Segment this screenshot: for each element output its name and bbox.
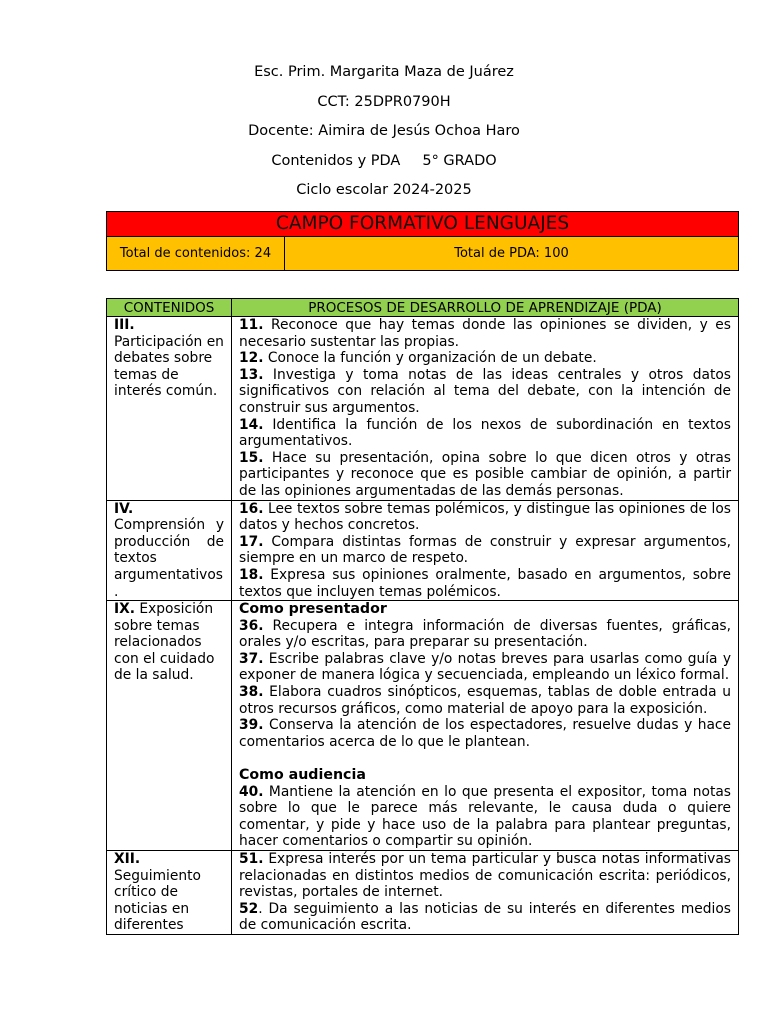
pda-item xyxy=(239,901,731,934)
pda-number: 15. xyxy=(239,449,264,466)
pda-cell xyxy=(232,317,739,501)
section-title-audiencia: Como audiencia xyxy=(239,767,366,784)
contenidos-pda-table xyxy=(106,298,739,935)
pda-number: 51. xyxy=(239,851,264,867)
cct-code: CCT: 25DPR0790H xyxy=(317,93,451,110)
contenido-cell xyxy=(107,500,232,601)
contenido-name: Participación en debates sobre temas de interés común. xyxy=(114,333,224,400)
pda-item xyxy=(239,501,731,534)
pda-number: 14. xyxy=(239,416,264,433)
pda-number: 38. xyxy=(239,684,264,701)
contenido-number: IV. xyxy=(114,500,134,517)
campo-formativo-table xyxy=(106,211,739,271)
table-row xyxy=(107,601,739,851)
pda-cell xyxy=(232,500,739,601)
pda-text: Reconoce que hay temas donde las opiniones se dividen, y es necesario sustentar las propias. xyxy=(239,317,731,350)
contenido-cell xyxy=(107,317,232,501)
pda-item xyxy=(239,684,731,717)
pda-number: 18. xyxy=(239,566,264,583)
contenido-name: Seguimiento crítico de noticias en diferentes xyxy=(114,867,201,934)
contenido-number: III. xyxy=(114,317,135,333)
pda-number: 52 xyxy=(239,900,259,917)
campo-title: CAMPO FORMATIVO LENGUAJES xyxy=(107,212,739,237)
pda-item xyxy=(239,784,731,850)
pda-item xyxy=(239,417,731,450)
pda-number: 40. xyxy=(239,783,264,800)
contents-grade-line xyxy=(0,147,768,177)
pda-number: 17. xyxy=(239,533,264,550)
school-name: Esc. Prim. Margarita Maza de Juárez xyxy=(254,64,514,80)
pda-item xyxy=(239,350,731,367)
document-header xyxy=(0,58,768,206)
pda-number: 11. xyxy=(239,317,264,333)
column-header-pda: PROCESOS DE DESARROLLO DE APRENDIZAJE (PDA) xyxy=(232,299,739,317)
pda-text: Escribe palabras clave y/o notas breves para usarlas como guía y exponer de manera lógica y secuenciada, empleando un léxico formal. xyxy=(239,650,731,684)
pda-text: Investiga y toma notas de las ideas centrales y otros datos significativos con relación al tema del debate, con la intención de construir sus argumentos. xyxy=(239,366,731,416)
table-row xyxy=(107,851,739,935)
pda-item xyxy=(239,317,731,350)
pda-text: Hace su presentación, opina sobre lo que dicen otros y otras participantes y reconoce que es posible cambiar de opinión, a partir de las opiniones argumentadas de las demás personas. xyxy=(239,449,731,499)
pda-text: Expresa interés por un tema particular y busca notas informativas relacionadas en distintos medios de comunicación escrita: periódicos, revistas, portales de internet. xyxy=(239,851,731,901)
pda-text: Expresa sus opiniones oralmente, basado en argumentos, sobre textos que incluyen temas polémicos. xyxy=(239,566,731,600)
grade-label: 5° GRADO xyxy=(422,152,497,169)
pda-item xyxy=(239,851,731,901)
pda-text: Recupera e integra información de diversas fuentes, gráficas, orales y/o escritas, para preparar su presentación. xyxy=(239,617,731,651)
teacher-name: Docente: Aimira de Jesús Ochoa Haro xyxy=(248,123,520,139)
pda-number: 12. xyxy=(239,350,264,367)
contenido-number: IX. xyxy=(114,601,136,618)
pda-text: Identifica la función de los nexos de subordinación en textos argumentativos. xyxy=(239,416,731,450)
contenido-name: Exposición sobre temas relacionados con el cuidado de la salud. xyxy=(114,601,215,684)
total-contenidos: Total de contenidos: 24 xyxy=(107,237,285,271)
pda-text: Mantiene la atención en lo que presenta el expositor, toma notas sobre lo que le parece más relevante, le causa duda o quiere comentar, y pide y hace uso de la palabra para plantear preguntas, hacer comentarios o compartir su opinión. xyxy=(239,783,731,850)
pda-item xyxy=(239,367,731,417)
contenido-cell xyxy=(107,851,232,935)
contenido-number: XII. xyxy=(114,851,141,867)
pda-item xyxy=(239,717,731,750)
pda-item xyxy=(239,450,731,500)
contents-label: Contenidos y PDA xyxy=(271,152,401,169)
pda-number: 36. xyxy=(239,617,264,634)
pda-text: Elabora cuadros sinópticos, esquemas, tablas de doble entrada u otros recursos gráficos, como material de apoyo para la exposición. xyxy=(239,684,731,717)
pda-item xyxy=(239,534,731,567)
pda-text: Conoce la función y organización de un debate. xyxy=(263,350,597,367)
column-header-contenidos: CONTENIDOS xyxy=(107,299,232,317)
section-title-presentador: Como presentador xyxy=(239,601,387,618)
pda-text: Compara distintas formas de construir y expresar argumentos, siempre en un marco de respeto. xyxy=(239,533,731,567)
pda-cell xyxy=(232,851,739,935)
school-year: Ciclo escolar 2024-2025 xyxy=(296,182,472,198)
contenido-cell xyxy=(107,601,232,851)
pda-text: Lee textos sobre temas polémicos, y distingue las opiniones de los datos y hechos concretos. xyxy=(239,500,731,534)
pda-text: Conserva la atención de los espectadores, resuelve dudas y hace comentarios acerca de lo que le plantean. xyxy=(239,717,731,750)
table-row xyxy=(107,500,739,601)
pda-item xyxy=(239,567,731,600)
pda-number: 39. xyxy=(239,717,264,734)
pda-text: . Da seguimiento a las noticias de su interés en diferentes medios de comunicación escrita. xyxy=(239,900,731,934)
pda-item xyxy=(239,618,731,651)
table-row xyxy=(107,317,739,501)
pda-number: 16. xyxy=(239,500,264,517)
contenido-name: Comprensión y producción de textos argumentativos . xyxy=(114,517,224,600)
pda-cell xyxy=(232,601,739,851)
pda-number: 37. xyxy=(239,650,264,667)
pda-item xyxy=(239,651,731,684)
pda-number: 13. xyxy=(239,366,264,383)
total-pda: Total de PDA: 100 xyxy=(285,237,739,271)
